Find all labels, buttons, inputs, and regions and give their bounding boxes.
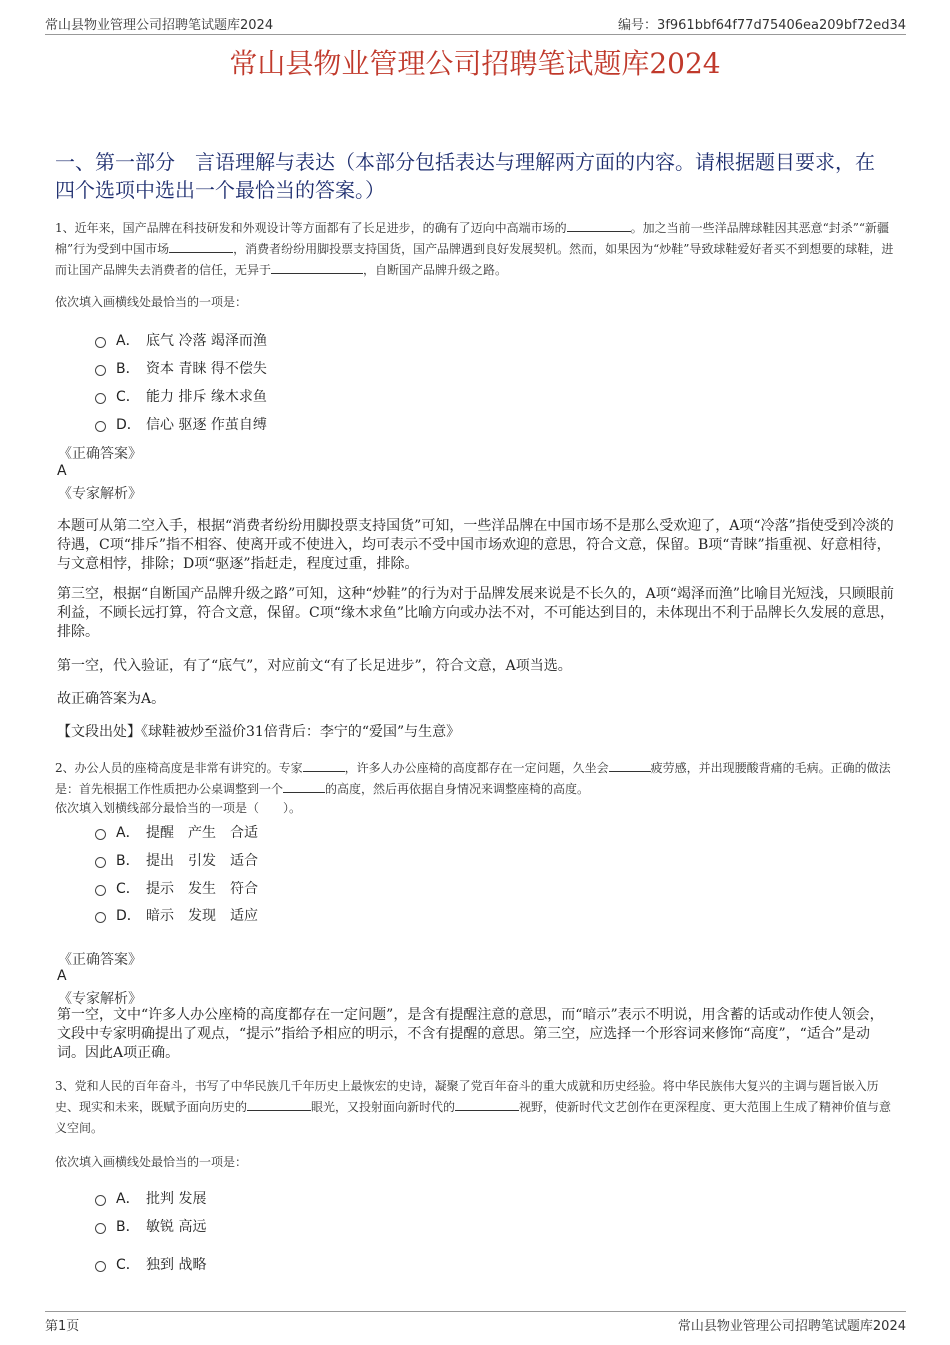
q1-analysis-label: 《专家解析》	[58, 486, 142, 502]
question-1-prompt: 依次填入画横线处最恰当的一项是：	[55, 295, 248, 309]
option-letter: B．	[116, 1219, 140, 1235]
q3-option-a[interactable]	[95, 1188, 206, 1208]
fill-blank	[247, 1110, 311, 1111]
option-text: 敏锐 高远	[146, 1219, 207, 1235]
radio-icon[interactable]	[95, 829, 106, 840]
option-letter: D．	[116, 908, 141, 924]
q2-stem-part: 疲劳感，并出现腰酸背痛的毛病。正确的做法是：首先根据工作性质把办公桌调整到一个	[55, 761, 891, 796]
option-text: 提醒 产生 合适	[146, 825, 258, 841]
question-2-prompt: 依次填入划横线部分最恰当的一项是（ ）。	[55, 801, 302, 815]
q1-analysis-paragraph: 故正确答案为A。	[57, 691, 166, 707]
q2-answer: A	[57, 968, 67, 984]
q3-option-c[interactable]	[95, 1254, 206, 1274]
q1-option-c[interactable]	[95, 386, 267, 406]
radio-icon[interactable]	[95, 1223, 106, 1234]
radio-icon[interactable]	[95, 365, 106, 376]
radio-icon[interactable]	[95, 912, 106, 923]
option-letter: D．	[116, 417, 141, 433]
option-text: 独到 战略	[146, 1257, 207, 1273]
option-text: 能力 排斥 缘木求鱼	[146, 389, 267, 405]
q1-stem-part: ，消费者纷纷用脚投票支持国货，国产品牌遇到良好发展契机。然而，如果因为“炒鞋”导致球鞋爱好者买不到想要的球鞋，进而让国产品牌失去消费者的信任，无异于	[55, 242, 894, 277]
q2-option-b[interactable]	[95, 850, 258, 870]
option-letter: B．	[116, 853, 140, 869]
question-1-stem	[55, 218, 895, 281]
q2-option-c[interactable]	[95, 878, 258, 898]
q1-option-a[interactable]	[95, 330, 267, 350]
option-letter: A．	[116, 1191, 140, 1207]
option-text: 批判 发展	[146, 1191, 207, 1207]
option-text: 底气 冷落 竭泽而渔	[146, 333, 267, 349]
radio-icon[interactable]	[95, 857, 106, 868]
q1-analysis-paragraph: 第三空，根据“自断国产品牌升级之路”可知，这种“炒鞋”的行为对于品牌发展来说是不长久的，A项“竭泽而渔”比喻目光短浅，只顾眼前利益，不顾长远打算，符合文意，保留。C项“缘木求鱼”比喻方向或办法不对，不可能达到目的，未体现出不利于品牌长久发展的意思，排除。	[57, 586, 895, 640]
option-letter: A．	[116, 825, 140, 841]
radio-icon[interactable]	[95, 421, 106, 432]
option-text: 提示 发生 符合	[146, 881, 258, 897]
q1-analysis-paragraph: 本题可从第二空入手，根据“消费者纷纷用脚投票支持国货”可知，一些洋品牌在中国市场不是那么受欢迎了，A项“冷落”指使受到冷淡的待遇，C项“排斥”指不相容、使离开或不使进入，均可表示不受中国市场欢迎的意思，符合文意，保留。B项“青睐”指重视、好意相待，与文意相悖，排除；D项“驱逐”指赶走，程度过重，排除。	[57, 518, 894, 572]
fill-blank	[283, 792, 325, 793]
option-text: 暗示 发现 适应	[146, 908, 258, 924]
option-text: 资本 青睐 得不偿失	[146, 361, 267, 377]
option-text: 提出 引发 适合	[146, 853, 258, 869]
radio-icon[interactable]	[95, 1261, 106, 1272]
fill-blank	[303, 771, 345, 772]
q2-option-a[interactable]	[95, 822, 258, 842]
page-number: 第1页	[45, 1319, 80, 1334]
fill-blank	[271, 273, 363, 274]
option-text: 信心 驱逐 作茧自缚	[146, 417, 267, 433]
fill-blank	[455, 1110, 519, 1111]
header-doc-id: 编号：3f961bbf64f77d75406ea209bf72ed34	[618, 18, 906, 33]
q2-stem-part: 的高度，然后再依据自身情况来调整座椅的高度。	[325, 782, 590, 796]
q1-answer-label: 《正确答案》	[58, 446, 142, 462]
question-3-prompt: 依次填入画横线处最恰当的一项是：	[55, 1155, 248, 1169]
radio-icon[interactable]	[95, 885, 106, 896]
option-letter: C．	[116, 881, 140, 897]
q1-option-b[interactable]	[95, 358, 267, 378]
q2-stem-part: 2、办公人员的座椅高度是非常有讲究的。专家	[55, 761, 303, 775]
q1-option-d[interactable]	[95, 414, 267, 434]
option-letter: C．	[116, 389, 140, 405]
radio-icon[interactable]	[95, 393, 106, 404]
q2-stem-part: ，许多人办公座椅的高度都存在一定问题，久坐会	[344, 761, 609, 775]
q3-stem-part: 3、党和人民的百年奋斗，书写了中华民族几千年历史上最恢宏的史诗，凝聚了党百年奋斗的重大成就和历史经验。将中华民族伟大复兴的主调与题旨嵌入历史、现实和未来，既赋予面向历史的	[55, 1079, 879, 1114]
q2-analysis-paragraph: 第一空，文中“许多人办公座椅的高度都存在一定问题”，是含有提醒注意的意思，而“暗示”表示不明说，用含蓄的话或动作使人领会，文段中专家明确提出了观点，“提示”指给予相应的明示，不含有提醒的意思。第三空，应选择一个形容词来修饰“高度”，“适合”是动词。因此A项正确。	[57, 1007, 884, 1061]
q2-analysis-label: 《专家解析》	[58, 991, 142, 1007]
page-header	[45, 12, 906, 35]
option-letter: B．	[116, 361, 140, 377]
question-2-stem	[55, 758, 895, 800]
q3-option-b[interactable]	[95, 1216, 206, 1236]
radio-icon[interactable]	[95, 337, 106, 348]
question-3-stem	[55, 1076, 895, 1139]
option-letter: C．	[116, 1257, 140, 1273]
q1-analysis-paragraph: 第一空，代入验证，有了“底气”，对应前文“有了长足进步”，符合文意，A项当选。	[57, 658, 572, 674]
page-footer	[45, 1311, 906, 1334]
page-title: 常山县物业管理公司招聘笔试题库2024	[229, 47, 721, 80]
q3-stem-part: 视野，使新时代文艺创作在更深程度、更大范围上生成了精神价值与意义空间。	[55, 1100, 892, 1135]
q2-answer-label: 《正确答案》	[58, 952, 142, 968]
fill-blank	[169, 252, 233, 253]
q1-source: 【文段出处】《球鞋被炒至溢价31倍背后：李宁的“爱国”与生意》	[57, 724, 461, 740]
q1-stem-part: 1、近年来，国产品牌在科技研发和外观设计等方面都有了长足进步，的确有了迈向中高端市场的	[55, 221, 567, 235]
header-doc-title: 常山县物业管理公司招聘笔试题库2024	[45, 18, 274, 33]
q1-answer: A	[57, 463, 67, 479]
fill-blank	[567, 231, 631, 232]
option-letter: A．	[116, 333, 140, 349]
q3-stem-part: 眼光，又投射面向新时代的	[311, 1100, 456, 1114]
q1-stem-part: ，自断国产品牌升级之路。	[363, 263, 508, 277]
section-heading: 一、第一部分 言语理解与表达（本部分包括表达与理解两方面的内容。请根据题目要求，在四个选项中选出一个最恰当的答案。）	[55, 150, 875, 202]
q1-stem-part: 。加之当前一些洋品牌球鞋因其恶意“封杀”“新疆棉”行为受到中国市场	[55, 221, 890, 256]
q2-option-d[interactable]	[95, 905, 258, 925]
footer-doc-title: 常山县物业管理公司招聘笔试题库2024	[677, 1319, 906, 1334]
fill-blank	[609, 771, 651, 772]
radio-icon[interactable]	[95, 1195, 106, 1206]
